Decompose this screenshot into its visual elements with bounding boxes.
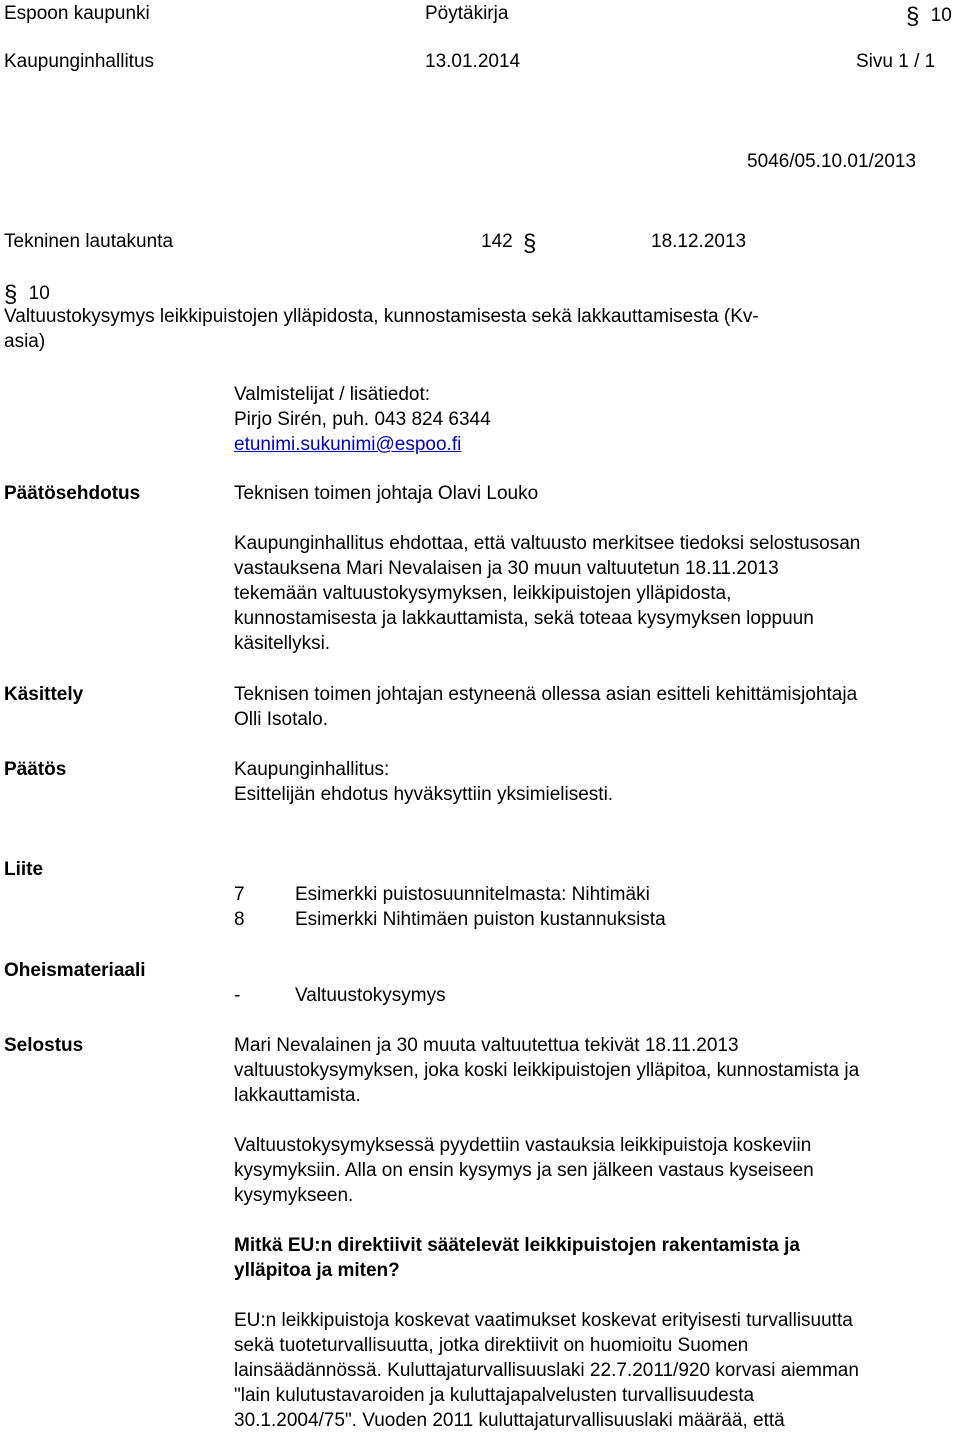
proposal-line: tekemään valtuustokysymyksen, leikkipuistojen ylläpidosta, <box>234 583 732 604</box>
preparers-contact: Pirjo Sirén, puh. 043 824 6344 <box>234 409 491 430</box>
report-paragraph-2 <box>234 1133 954 1208</box>
answer-line: sekä tuoteturvallisuutta, jotka direktiivit on huomioitu Suomen <box>234 1335 749 1356</box>
proposal-text <box>234 531 954 656</box>
attachment-number: 8 <box>234 909 245 930</box>
item-section-symbol: § <box>4 281 18 308</box>
handling-label: Käsittely <box>4 684 84 705</box>
prior-item-date: 18.12.2013 <box>651 231 747 252</box>
proposal-line: kunnostamisesta ja lakkauttamista, sekä toteaa kysymyksen loppuun <box>234 608 814 629</box>
governing-body: Kaupunginhallitus <box>4 51 155 72</box>
organization-name: Espoon kaupunki <box>4 3 150 24</box>
section-symbol: § <box>906 3 920 30</box>
supplementary-label: Oheismateriaali <box>4 960 146 981</box>
meeting-date: 13.01.2014 <box>425 51 521 72</box>
handling-line: Teknisen toimen johtajan estyneenä ollessa asian esitteli kehittämisjohtaja <box>234 684 858 705</box>
question-line: Mitkä EU:n direktiivit säätelevät leikkipuistojen rakentamista ja <box>234 1235 800 1256</box>
decision-line: Kaupunginhallitus: <box>234 759 390 780</box>
decision-line: Esittelijän ehdotus hyväksyttiin yksimielisesti. <box>234 784 614 805</box>
item-number-line <box>4 280 50 308</box>
handling-line: Olli Isotalo. <box>234 709 328 730</box>
report-question <box>234 1233 954 1283</box>
supplementary-bullet: - <box>234 985 241 1006</box>
question-line: ylläpitoa ja miten? <box>234 1260 400 1281</box>
answer-line: lainsäädännössä. Kuluttajaturvallisuuslaki 22.7.2011/920 korvasi aiemman <box>234 1360 859 1381</box>
answer-line: "lain kulutustavaroiden ja kuluttajapalvelusten turvallisuudesta <box>234 1385 755 1406</box>
item-title-line2: asia) <box>4 331 46 352</box>
attachments-label: Liite <box>4 859 44 880</box>
report-line: Mari Nevalainen ja 30 muuta valtuutettua tekivät 18.11.2013 <box>234 1035 739 1056</box>
handling-text <box>234 682 954 732</box>
diary-number: 5046/05.10.01/2013 <box>747 151 917 172</box>
attachment-number: 7 <box>234 884 245 905</box>
section-number: 10 <box>930 5 952 26</box>
decision-text <box>234 757 954 807</box>
proposal-proposer: Teknisen toimen johtaja Olavi Louko <box>234 483 539 504</box>
report-line: valtuustokysymyksen, joka koski leikkipuistojen ylläpitoa, kunnostamista ja <box>234 1060 860 1081</box>
page-number: Sivu 1 / 1 <box>856 51 936 72</box>
attachment-text: Esimerkki puistosuunnitelmasta: Nihtimäki <box>295 884 650 905</box>
report-line: lakkauttamista. <box>234 1085 361 1106</box>
attachment-text: Esimerkki Nihtimäen puiston kustannuksista <box>295 909 666 930</box>
answer-line: 30.1.2004/75". Vuoden 2011 kuluttajaturvallisuuslaki määrää, että <box>234 1410 785 1431</box>
report-line: kysymyksiin. Alla on ensin kysymys ja sen jälkeen vastaus kyseiseen <box>234 1160 814 1181</box>
preparers-label: Valmistelijat / lisätiedot: <box>234 384 431 405</box>
report-line: Valtuustokysymyksessä pyydettiin vastauksia leikkipuistoja koskeviin <box>234 1135 812 1156</box>
proposal-label: Päätösehdotus <box>4 483 141 504</box>
supplementary-item: Valtuustokysymys <box>295 985 446 1006</box>
document-type: Pöytäkirja <box>425 3 509 24</box>
proposal-line: käsitellyksi. <box>234 633 331 654</box>
prior-board: Tekninen lautakunta <box>4 231 174 252</box>
preparers-email-link[interactable]: etunimi.sukunimi@espoo.fi <box>234 434 462 455</box>
preparers-block <box>234 382 954 457</box>
answer-line: EU:n leikkipuistoja koskevat vaatimukset koskevat erityisesti turvallisuutta <box>234 1310 853 1331</box>
report-label: Selostus <box>4 1035 84 1056</box>
decision-label: Päätös <box>4 759 67 780</box>
item-title-line1: Valtuustokysymys leikkipuistojen ylläpidosta, kunnostamisesta sekä lakkauttamisesta (Kv- <box>4 306 759 327</box>
report-answer <box>234 1308 954 1433</box>
proposal-line: vastauksena Mari Nevalaisen ja 30 muun valtuutetun 18.11.2013 <box>234 558 779 579</box>
prior-section-symbol: § <box>523 230 537 257</box>
report-paragraph-1 <box>234 1033 954 1108</box>
section-header <box>906 2 952 30</box>
report-line: kysymykseen. <box>234 1185 354 1206</box>
prior-item-number: 142 <box>481 231 513 252</box>
item-number: 10 <box>28 283 50 304</box>
proposal-line: Kaupunginhallitus ehdottaa, että valtuusto merkitsee tiedoksi selostusosan <box>234 533 861 554</box>
